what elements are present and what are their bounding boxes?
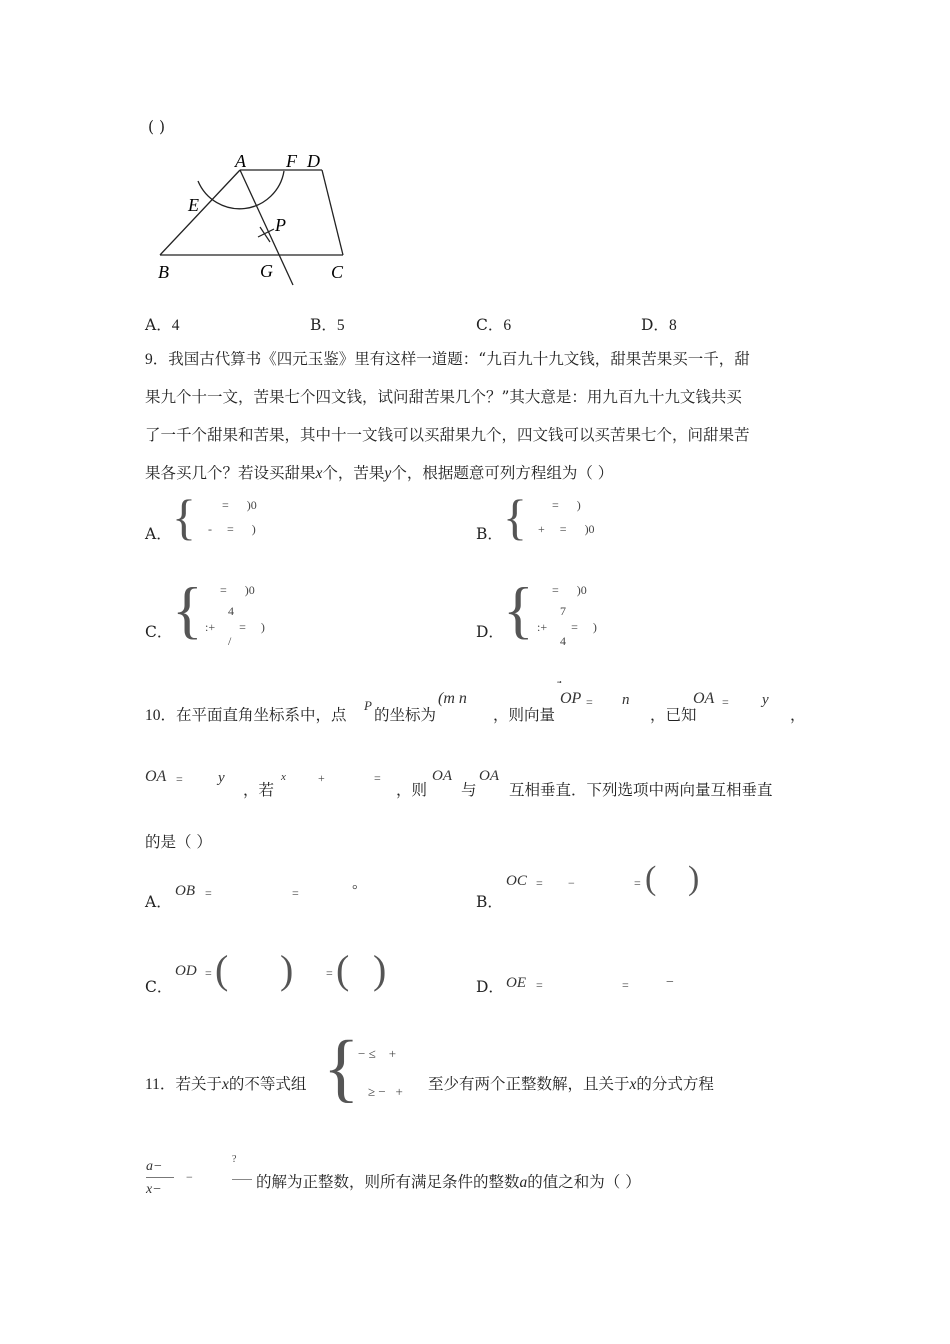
q10-option-d-label: D． (476, 978, 504, 996)
q10-oa2-eq: = (176, 772, 183, 786)
q10-c-bracket-2-right: ) (373, 947, 387, 992)
q10-oa2-y: y (218, 770, 225, 786)
q10-coord-text: 的坐标为 (374, 706, 437, 724)
q10-and-text: 与 (461, 781, 477, 799)
q11-ineq-1: − ≤ + (358, 1046, 397, 1061)
q11-frac-den: x− (146, 1182, 162, 1197)
q10-comma: ， (790, 706, 806, 724)
q9-option-c-label: C． (145, 623, 173, 641)
option-d: D．8 (641, 316, 677, 334)
q10-a-eq2: = (292, 886, 299, 900)
q10-option-a-label: A． (145, 893, 172, 911)
label-F: F (286, 151, 297, 171)
q9-d-frac-num: 7 (560, 604, 566, 618)
q11-line-1a: 11．若关于x的不等式组 (145, 1075, 307, 1093)
q10-a-eq1: = (205, 886, 212, 900)
option-c: C．6 (476, 316, 512, 334)
q9-b-eq2: + = )0 (538, 522, 595, 536)
q10-a-frag: ° (352, 883, 358, 898)
q10-cond-eq: = (374, 771, 381, 785)
q11-line-1b: 至少有两个正整数解，且关于x的分式方程 (428, 1075, 714, 1093)
label-B: B (158, 262, 169, 282)
q10-c-bracket-1-right: ) (280, 947, 294, 992)
q9-c-frac-num: 4 (228, 604, 234, 618)
q9-option-d-label: D． (476, 623, 504, 641)
q11-minus: − (186, 1170, 193, 1184)
q10-if-text: ，若 (243, 781, 275, 799)
q10-b-bracket-left: ( (645, 860, 657, 897)
q10-option-c-vec: OD (175, 963, 197, 979)
q10-oa-eq: = (722, 695, 729, 709)
q10-b-bracket-right: ) (688, 860, 700, 897)
q10-line-3: 的是（ ） (145, 833, 212, 851)
q9-line-3: 了一千个甜果和苦果，其中十一文钱可以买甜果九个，四文钱可以买苦果七个，问甜果苦 (145, 426, 750, 444)
q9-c-eq2: :+ = ) (205, 620, 265, 634)
q9-line-2: 果九个十一文，苦果七个四文钱，试问甜苦果几个？”其大意是：用九百九十九文钱共买 (145, 388, 742, 406)
q9-a-eq2: - = ) (208, 522, 256, 536)
segment-DC (322, 170, 343, 255)
q10-vec-oa-4: OA (479, 768, 499, 784)
q10-line-1: 10．在平面直角坐标系中，点 (145, 706, 347, 724)
q9-c-frac-den: / (228, 634, 232, 648)
q11-sup: ? (232, 1154, 237, 1165)
q10-option-b-label: B． (476, 893, 503, 911)
q10-coord: (m n (438, 690, 467, 707)
q10-c-eq1: = (205, 966, 212, 980)
q9-c-eq1: = )0 (220, 583, 255, 597)
q9-option-b-brace: { (503, 489, 527, 545)
q10-c-eq2: = (326, 966, 333, 980)
q9-option-b-label: B． (476, 525, 503, 543)
trapezoid-figure (150, 145, 360, 290)
q10-point-p: P (364, 698, 372, 713)
q11-line-2: 的解为正整数，则所有满足条件的整数a的值之和为（ ） (256, 1173, 641, 1191)
q11-frac-line (146, 1177, 174, 1178)
label-C: C (331, 262, 344, 282)
segment-AB (160, 170, 240, 255)
q9-a-eq1: = )0 (222, 498, 257, 512)
q11-frac-num: a− (146, 1159, 163, 1174)
q9-d-eq1: = )0 (552, 583, 587, 597)
q9-d-frac-den: 4 (560, 634, 566, 648)
q10-known-text: ，已知 (650, 706, 697, 724)
q9-b-eq1: = ) (552, 498, 581, 512)
q10-then-text: ，则 (396, 781, 428, 799)
option-b: B．5 (310, 316, 345, 334)
q10-d-eq1: = (536, 978, 543, 992)
label-P: P (275, 215, 286, 235)
q10-vec-op: OP (560, 690, 582, 707)
q11-frac2-line (232, 1179, 252, 1180)
question-paren: ( ) (148, 118, 166, 136)
option-a: A．4 (145, 316, 180, 334)
q11-ineq-2: ≥ − + (368, 1084, 403, 1099)
q10-b-eq2: = (634, 876, 641, 890)
q10-cond-x: x (281, 771, 286, 783)
q10-vector-text: ，则向量 (493, 706, 556, 724)
q10-c-bracket-2-left: ( (336, 947, 350, 992)
q11-ineq-brace: { (323, 1026, 360, 1110)
q10-option-b-vec: OC (506, 873, 527, 889)
q9-option-c-brace: { (172, 574, 203, 645)
label-D: D (307, 151, 320, 171)
q10-op-n: n (622, 692, 630, 708)
q10-oa-y: y (762, 692, 769, 708)
q10-d-eq2: = (622, 978, 629, 992)
q10-c-bracket-1-left: ( (215, 947, 229, 992)
q10-b-eq1: = (536, 876, 543, 890)
q9-option-d-brace: { (503, 574, 534, 645)
q10-option-a-vec: OB (175, 883, 195, 899)
q10-vec-oa-3: OA (432, 768, 452, 784)
q9-line-4: 果各买几个？若设买甜果x个，苦果y个，根据题意可列方程组为（ ） (145, 464, 614, 482)
q9-option-a-label: A． (145, 525, 172, 543)
q10-vec-oa-1: OA (693, 690, 715, 707)
construction-mark-2 (260, 227, 270, 242)
label-A: A (235, 151, 246, 171)
arc-EF (198, 171, 284, 209)
q9-d-eq2: :+ = ) (537, 620, 597, 634)
q9-option-a-brace: { (172, 489, 196, 545)
q10-cond-plus: + (318, 771, 325, 785)
q10-vec-oa-2: OA (145, 768, 167, 785)
q10-d-minus: − (666, 975, 674, 990)
q9-line-1: 9．我国古代算书《四元玉鉴》里有这样一道题：“九百九十九文钱，甜果苦果买一千，甜 (145, 350, 750, 368)
q10-option-c-label: C． (145, 978, 173, 996)
q10-option-d-vec: OE (506, 975, 526, 991)
label-E: E (188, 195, 199, 215)
q10-op-eq: = (586, 695, 593, 709)
q10-b-minus: − (568, 876, 575, 890)
q10-perp-text: 互相垂直．下列选项中两向量互相垂直 (509, 781, 773, 799)
label-G: G (260, 261, 273, 281)
